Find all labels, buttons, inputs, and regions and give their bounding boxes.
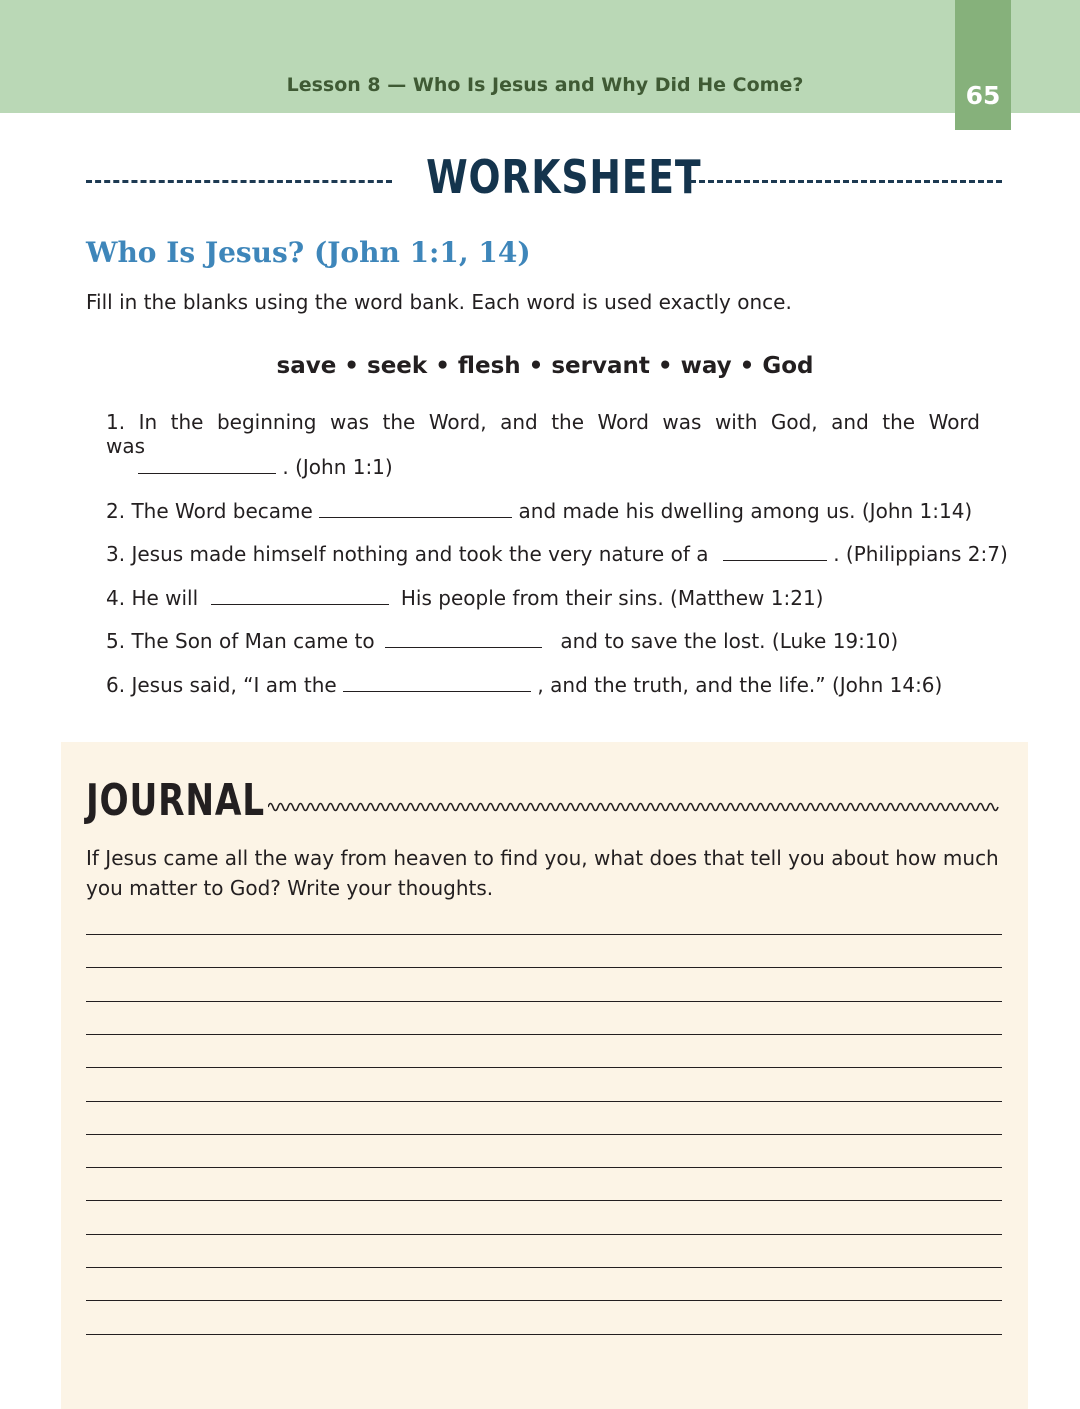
question-1-continuation xyxy=(138,453,393,479)
writing-line[interactable] xyxy=(86,1300,1002,1301)
worksheet-title: WORKSHEET xyxy=(426,150,702,204)
instructions: Fill in the blanks using the word bank. Each word is used exactly once. xyxy=(86,290,792,314)
answer-blank-2[interactable] xyxy=(319,497,512,518)
question-3 xyxy=(106,540,1008,566)
writing-line[interactable] xyxy=(86,967,1002,968)
question-4 xyxy=(106,584,823,610)
title-rule-right xyxy=(690,180,1002,183)
question-1-text: 1. In the beginning was the Word, and the Word was with God, and the Word was xyxy=(106,410,980,458)
question-4-reference: His people from their sins. (Matthew 1:21) xyxy=(400,586,824,610)
writing-line[interactable] xyxy=(86,1034,1002,1035)
section-heading: Who Is Jesus? (John 1:1, 14) xyxy=(86,236,531,269)
question-6-text: 6. Jesus said, “I am the xyxy=(106,673,337,697)
journal-title: JOURNAL xyxy=(86,775,265,826)
question-3-reference: . (Philippians 2:7) xyxy=(833,542,1008,566)
header-band xyxy=(0,0,1080,113)
answer-blank-5[interactable] xyxy=(385,627,542,648)
question-4-text: 4. He will xyxy=(106,586,199,610)
writing-line[interactable] xyxy=(86,1234,1002,1235)
journal-prompt: If Jesus came all the way from heaven to find you, what does that tell you about how much you matter to God? Write your thoughts. xyxy=(86,846,999,900)
word-bank: save • seek • flesh • servant • way • God xyxy=(276,353,814,379)
question-1-reference: . (John 1:1) xyxy=(282,455,393,479)
writing-line[interactable] xyxy=(86,1101,1002,1102)
title-rule-left xyxy=(86,180,392,183)
writing-line[interactable] xyxy=(86,934,1002,935)
question-6-reference: , and the truth, and the life.” (John 14:6) xyxy=(537,673,943,697)
question-2-reference: and made his dwelling among us. (John 1:14) xyxy=(518,499,973,523)
writing-line[interactable] xyxy=(86,1334,1002,1335)
answer-blank-3[interactable] xyxy=(723,540,827,561)
question-3-text: 3. Jesus made himself nothing and took the very nature of a xyxy=(106,542,709,566)
question-5-reference: and to save the lost. (Luke 19:10) xyxy=(560,629,899,653)
page-number-tab xyxy=(955,0,1011,130)
question-6 xyxy=(106,671,942,697)
writing-line[interactable] xyxy=(86,1267,1002,1268)
answer-blank-6[interactable] xyxy=(343,671,531,692)
writing-line[interactable] xyxy=(86,1001,1002,1002)
page-number: 65 xyxy=(965,81,1001,110)
writing-line[interactable] xyxy=(86,1200,1002,1201)
writing-line[interactable] xyxy=(86,1134,1002,1135)
question-5 xyxy=(106,627,898,653)
answer-blank-1[interactable] xyxy=(138,453,276,474)
wavy-rule xyxy=(268,796,1002,818)
question-2-text: 2. The Word became xyxy=(106,499,313,523)
writing-line[interactable] xyxy=(86,1167,1002,1168)
question-5-text: 5. The Son of Man came to xyxy=(106,629,375,653)
writing-line[interactable] xyxy=(86,1067,1002,1068)
question-2 xyxy=(106,497,972,523)
answer-blank-4[interactable] xyxy=(211,584,389,605)
running-head: Lesson 8 — Who Is Jesus and Why Did He Come? xyxy=(286,74,804,96)
